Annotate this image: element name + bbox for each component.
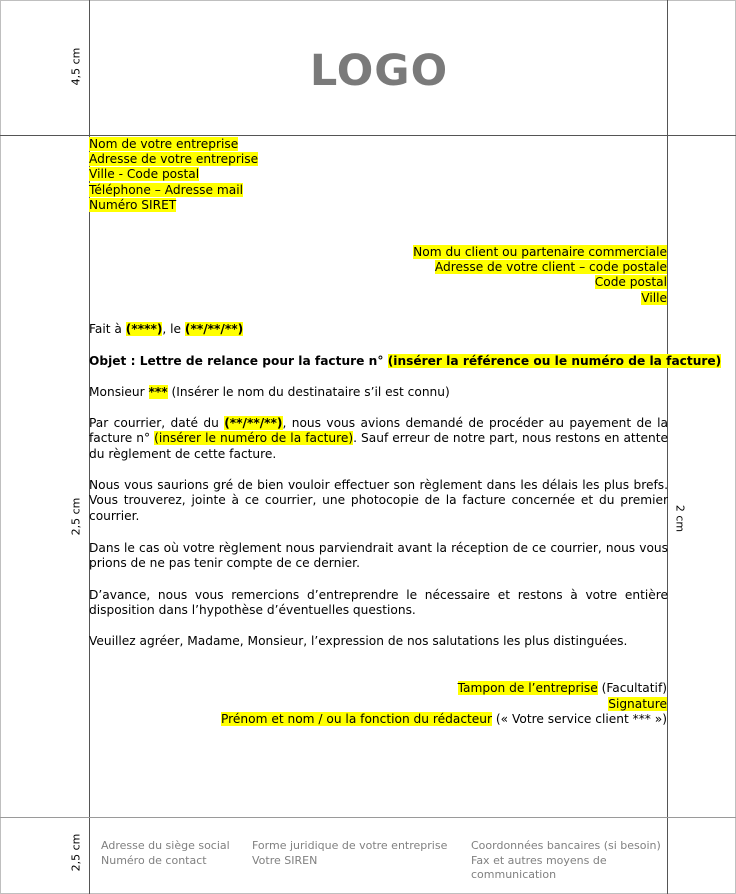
closing-stamp: Tampon de l’entreprise bbox=[457, 681, 598, 695]
paragraph-4: D’avance, nous vous remercions d’entreprendre le nécessaire et restons à votre entière disposition dans l’hypothèse d’éventuelles questions. bbox=[89, 588, 668, 618]
left-margin-label: 2,5 cm bbox=[69, 497, 83, 536]
p1-num: (insérer le numéro de la facture) bbox=[154, 431, 354, 446]
footer-head-office: Adresse du siège social bbox=[101, 839, 230, 852]
greeting-name: *** bbox=[148, 385, 168, 399]
date-place: (****) bbox=[125, 322, 163, 336]
footer-guide bbox=[0, 817, 736, 818]
paragraph-3: Dans le cas où votre règlement nous parviendrait avant la réception de ce courrier, nous vous prions de ne pas tenir compte de ce dernier. bbox=[89, 541, 668, 571]
recipient-city: Ville bbox=[641, 291, 667, 305]
date-mid: , le bbox=[162, 322, 185, 336]
p1-b: , nous vous avions demandé de procéder au payement de la facture n° bbox=[89, 416, 668, 446]
object-line bbox=[89, 354, 721, 369]
greeting-prefix: Monsieur bbox=[89, 385, 149, 399]
greeting-line bbox=[89, 385, 450, 400]
recipient-name: Nom du client ou partenaire commerciale bbox=[413, 245, 667, 259]
p1-a: Par courrier, daté du bbox=[89, 416, 225, 430]
header-guide bbox=[0, 135, 736, 136]
paragraph-2: Nous vous saurions gré de bien vouloir effectuer son règlement dans les délais les plus brefs. Vous trouverez, jointe à ce courrier, une photocopie de la facture concernée et du premier courrier. bbox=[89, 478, 668, 523]
right-margin-label: 2 cm bbox=[673, 504, 687, 533]
greeting-suffix: (Insérer le nom du destinataire s’il est connu) bbox=[167, 385, 450, 399]
paragraph-5: Veuillez agréer, Madame, Monsieur, l’expression de nos salutations les plus distinguées. bbox=[89, 634, 628, 648]
closing-author-note: (« Votre service client *** ») bbox=[492, 712, 667, 726]
footer-legal-form: Forme juridique de votre entreprise bbox=[252, 839, 448, 852]
date-value: (**/**/**) bbox=[184, 322, 244, 336]
date-prefix: Fait à bbox=[89, 322, 126, 336]
footer-col-2 bbox=[252, 839, 447, 868]
footer-communication: communication bbox=[471, 868, 557, 881]
closing-stamp-note: (Facultatif) bbox=[597, 681, 667, 695]
footer-contact-number: Numéro de contact bbox=[101, 853, 207, 867]
logo-placeholder: LOGO bbox=[309, 46, 449, 96]
object-ref: (insérer la référence ou le numéro de la facture) bbox=[387, 354, 722, 368]
footer-fax: Fax et autres moyens de bbox=[471, 853, 607, 867]
date-line bbox=[89, 322, 243, 337]
recipient-address: Adresse de votre client – code postale bbox=[434, 260, 667, 274]
footer-bank-details: Coordonnées bancaires (si besoin) bbox=[471, 839, 661, 852]
closing-author: Prénom et nom / ou la fonction du rédacteur bbox=[221, 712, 493, 726]
bottom-margin-label: 2,5 cm bbox=[69, 833, 83, 872]
top-margin-label: 4,5 cm bbox=[69, 47, 83, 86]
closing-signature: Signature bbox=[608, 697, 667, 711]
sender-siret: Numéro SIRET bbox=[89, 198, 177, 212]
object-prefix: Objet : Lettre de relance pour la facture n° bbox=[89, 354, 388, 368]
sender-city: Ville - Code postal bbox=[89, 167, 200, 181]
recipient-postal: Code postal bbox=[594, 275, 667, 289]
sender-contact: Téléphone – Adresse mail bbox=[89, 183, 244, 197]
footer-col-1 bbox=[101, 839, 230, 868]
footer-col-3 bbox=[471, 839, 661, 883]
footer-siren: Votre SIREN bbox=[252, 853, 318, 867]
p1-c: . Sauf erreur de notre part, nous restons en attente du règlement de cette facture. bbox=[89, 431, 668, 461]
sender-address: Adresse de votre entreprise bbox=[89, 152, 259, 166]
paragraph-1 bbox=[89, 416, 668, 462]
sender-company: Nom de votre entreprise bbox=[89, 137, 239, 151]
p1-date: (**/**/**) bbox=[224, 416, 283, 430]
